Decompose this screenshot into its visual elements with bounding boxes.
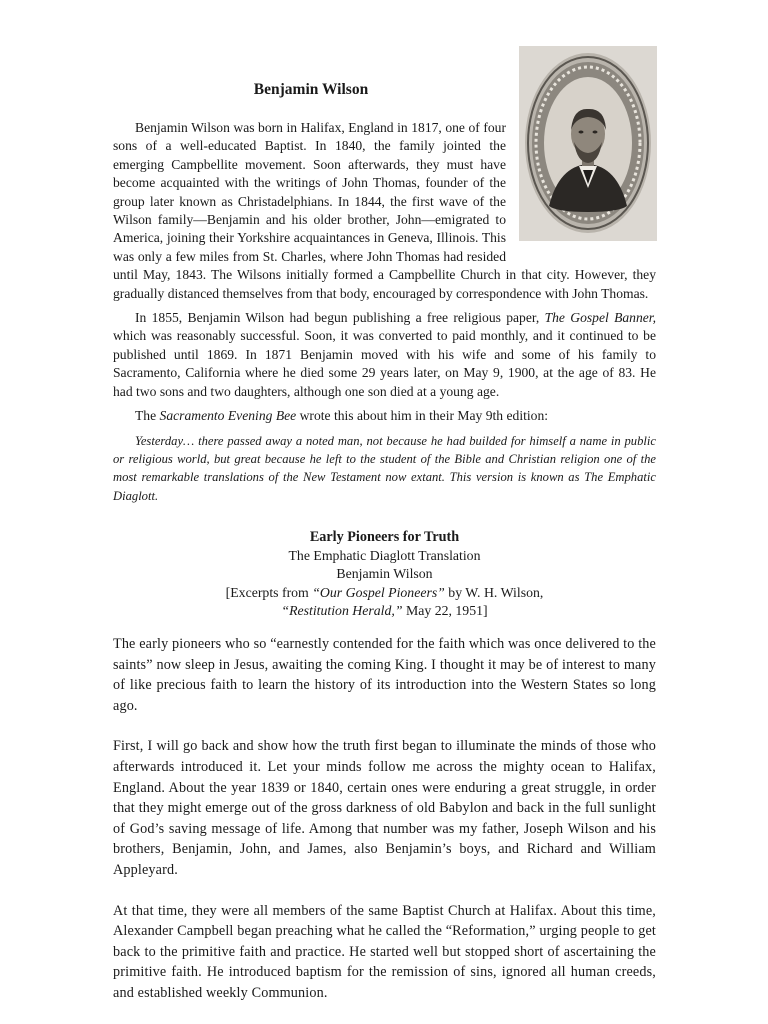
article-paragraph-3: At that time, they were all members of the same Baptist Church at Halifax. About this time, Alexander Campbell began preaching what he called the “Reformation,” urging people to get back to the primitive faith and practice. He started well but stopped short of ascertaining the primitive faith. He introduced baptism for the remission of sins, ignored all human creeds, and established weekly Communion.	[113, 902, 656, 1001]
article-author: Benjamin Wilson	[336, 566, 433, 582]
section-title: Benjamin Wilson	[253, 81, 369, 98]
source-title: “Our Gospel Pioneers”	[312, 584, 445, 600]
source-author: by W. H. Wilson,	[444, 584, 544, 600]
portrait-spacer	[506, 119, 656, 249]
source-prefix: [Excerpts from	[225, 584, 313, 600]
source-periodical: “Restitution Herald,”	[281, 603, 403, 619]
article-paragraph-2: First, I will go back and show how the truth first began to illuminate the minds of those who afterwards introduced it. Let your minds follow me across the mighty ocean to Halifax, England. About the year 1839 or 1840, certain ones were enduring a great struggle, in order that they might emerge out of the gross darkness of old Babylon and back in the full sunlight of God’s saving message of life. Among that number was my father, Joseph Wilson and his brothers, Benjamin, John, and James, also Benjamin’s boys, and Richard and William Appleyard.	[113, 738, 656, 878]
bio-paragraph-3-text-b: wrote this about him in their May 9th edition:	[296, 408, 549, 424]
article-paragraph-1: The early pioneers who so “earnestly contended for the faith which was once delivered to the saints” now sleep in Jesus, awaiting the coming King. I thought it may be of interest to many of like precious faith to learn the history of its introduction into the Western States so long ago.	[113, 636, 656, 714]
article-body	[113, 634, 656, 1024]
article-subtitle: The Emphatic Diaglott Translation	[288, 547, 481, 563]
article-source-line-1	[113, 584, 656, 603]
biography-text	[113, 119, 656, 511]
source-date: May 22, 1951]	[402, 603, 488, 619]
bio-paragraph-1: Benjamin Wilson was born in Halifax, England in 1817, one of four sons of a well-educated Baptist. In 1840, the family jointed the emerging Campbellite movement. Soon afterwards, they must have become acquainted with the writings of John Thomas, founder of the group later known as Christadelphians. In 1844, the first wave of the Wilson family—Benjamin and his older brother, John—emigrated to America, joining their Yorkshire acquaintances in Geneva, Illinois. This was only a few miles from St. Charles, where John Thomas had resided until May, 1843. The Wilsons initially formed a Campbellite Church in that city. However, they gradually distanced themselves from that body, encouraged by correspondence with John Thomas.	[113, 120, 656, 301]
bio-paragraph-3	[113, 407, 656, 425]
bio-paragraph-2-text-b: which was reasonably successful. Soon, it was converted to paid monthly, and it continued to be published until 1869. In 1871 Benjamin moved with his wife and some of his family to Sacramento, California where he died some 29 years later, on May 9, 1900, at the age of 83. He had two sons and two daughters, although one son died at a young age.	[113, 328, 656, 399]
bio-paragraph-3-text-a: The	[135, 408, 160, 424]
article-title: Early Pioneers for Truth	[309, 529, 460, 545]
bio-paragraph-2-text-a: In 1855, Benjamin Wilson had begun publishing a free religious paper,	[135, 310, 545, 326]
newspaper-name: Sacramento Evening Bee	[159, 408, 297, 424]
bio-paragraph-2	[113, 309, 656, 401]
article-source-line-2	[113, 602, 656, 621]
gospel-banner-title: The Gospel Banner,	[544, 310, 656, 326]
article-heading-block	[113, 528, 656, 621]
obituary-quote: Yesterday… there passed away a noted man, not because he had builded for himself a name in public or religious world, but great because he left to the student of the Bible and Christian religion one of the most remarkable translations of the New Testament now extant. This version is known as The Emphatic Diaglott.	[113, 433, 656, 503]
